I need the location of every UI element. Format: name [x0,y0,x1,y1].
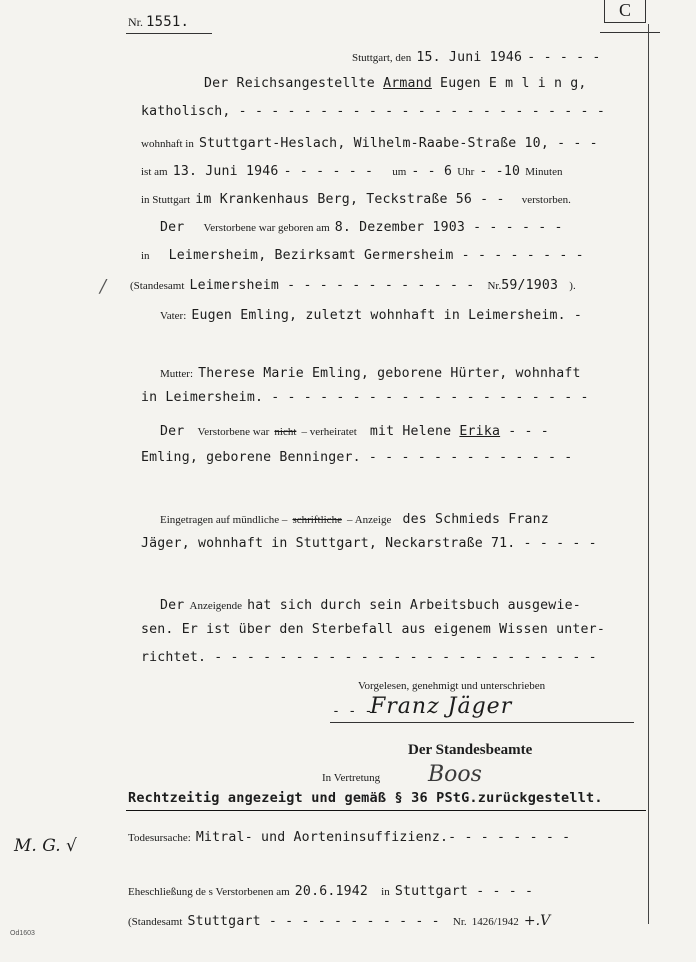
corner-letter: C [604,0,646,23]
margin-note-text: M. G. [14,836,61,856]
death-place-label: in Stuttgart [141,194,191,206]
place-date [352,46,601,65]
mother-label: Mutter: [160,368,193,380]
margin-slash: / [100,276,107,297]
anzeigende-label: Anzeigende [189,600,243,612]
line-birth-date [160,216,563,235]
spouse-name: mit Helene [369,424,460,439]
marriage-nr-value: 1426/1942 [471,916,519,928]
line-prefix: Der [160,424,185,439]
margin-check: √ [66,836,77,856]
line-marriage [128,880,533,899]
marital-label-2: – verheiratet [301,426,357,438]
birth-place-label: in [141,250,150,262]
death-minutes: - -10 [479,164,521,179]
registry-label: (Standesamt [130,280,185,292]
father-label: Vater: [160,310,187,322]
line-residence [141,132,598,151]
father-value: Eugen Emling, zuletzt wohnhaft in Leimersheim. - [191,308,583,323]
informant-label-2: – Anzeige [347,514,392,526]
marriage-nr-tail: +.V [523,913,551,929]
signature-dashes: - - - [332,704,373,719]
line-birth-place [141,244,584,263]
place-date-dashes: - - - - - [527,50,601,65]
marriage-in: in [381,886,390,898]
line-spouse-cont: Emling, geborene Benninger. - - - - - - - - - - - - - [141,450,573,465]
um-label: um [392,166,407,178]
uhr-label: Uhr [457,166,475,178]
cause-label: Todesursache: [128,832,191,844]
line-death-place [141,188,571,207]
minuten-label: Minuten [525,166,563,178]
marital-label: Verstorbene war [197,426,270,438]
informant-value: des Schmieds Franz [402,512,549,527]
line-cause [128,826,570,845]
struck-word: nicht [274,426,297,438]
death-place-value: im Krankenhaus Berg, Teckstraße 56 - - [195,192,505,207]
identification-value: hat sich durch sein Arbeitsbuch ausgewie- [247,598,581,613]
spouse-middle-name: Erika [459,424,501,439]
margin-note [14,836,77,856]
death-date: 13. Juni 1946 [172,164,279,179]
deceased-first-name: Armand [383,76,432,91]
entry-number-label: Nr. [128,15,143,29]
informant-signature: Franz Jäger [370,694,513,719]
line-prefix: Der [160,598,185,613]
informant-label: Eingetragen auf mündliche – [160,514,288,526]
residence-label: wohnhaft in [141,138,194,150]
bottom-code: Od1603 [10,930,35,937]
residence-value: Stuttgart-Heslach, Wilhelm-Raabe-Straße 10, - - - [198,136,598,151]
cause-value: Mitral- und Aorteninsuffizienz.- - - - - - - - [195,830,571,845]
death-date-label: ist am [141,166,168,178]
entry-number [128,14,189,30]
read-approved-signed: Vorgelesen, genehmigt und unterschrieben [358,680,546,692]
death-hour: - - 6 [411,164,453,179]
registry-nr-value: 59/1903 [501,278,559,293]
marriage-registry-label: (Standesamt [128,916,183,928]
line-religion: katholisch, - - - - - - - - - - - - - - - - - - - - - - - [141,104,605,119]
line-prefix: Der [204,76,229,91]
line-employee [204,76,587,91]
line-informant-cont: Jäger, wohnhaft in Stuttgart, Neckarstraße 71. - - - - - [141,536,597,551]
line-death-date [141,160,562,179]
occupation: Reichsangestellte [228,76,384,91]
line-marriage-registry [128,910,550,929]
struck-word: schriftliche [292,514,342,526]
marriage-registry-value: Stuttgart - - - - - - - - - - - [187,914,440,929]
deceased-name-rest: Eugen E m l i n g, [431,76,587,91]
line-birth-registry [130,274,576,293]
registry-nr-label: Nr. [487,280,502,292]
line-identification-end: richtet. - - - - - - - - - - - - - - - - - - - - - - - - [141,650,597,665]
death-date-dashes: - - - - - - [283,164,374,179]
place-label: Stuttgart, den [352,52,412,64]
line-informant [160,508,549,527]
registrar-title: Der Standesbeamte [408,742,533,758]
spouse-dashes: - - - [500,424,549,439]
line-mother [160,362,581,381]
line-marital [160,420,549,439]
birth-date-label: Verstorbene war geboren am [203,222,330,234]
line-identification [160,594,581,613]
mother-value: Therese Marie Emling, geborene Hürter, wohnhaft [198,366,581,381]
marriage-nr-label: Nr. [452,916,467,928]
entry-number-value: 1551. [146,14,190,30]
birth-place-value: Leimersheim, Bezirksamt Germersheim - - - - - - - - [168,248,584,263]
in-vertretung: In Vertretung [322,772,381,784]
registry-value: Leimersheim - - - - - - - - - - - - [189,278,475,293]
line-mother-cont: in Leimersheim. - - - - - - - - - - - - - - - - - - - - [141,390,589,405]
verstorben-label: verstorben. [521,194,571,206]
registry-close: ). [569,280,576,292]
marriage-label: Eheschließung de s Verstorbenen am [128,886,290,898]
line-prefix: Der [160,220,185,235]
birth-date: 8. Dezember 1903 - - - - - - [334,220,563,235]
line-identification-cont: sen. Er ist über den Sterbefall aus eigenem Wissen unter- [141,622,605,637]
register-date: 15. Juni 1946 [416,50,523,65]
line-father [160,304,582,323]
marriage-date: 20.6.1942 [294,884,369,899]
stamp-line: Rechtzeitig angezeigt und gemäß § 36 PStG.zurückgestellt. [128,790,603,806]
registrar-signature: Boos [428,762,482,787]
marriage-place: Stuttgart - - - - [394,884,534,899]
